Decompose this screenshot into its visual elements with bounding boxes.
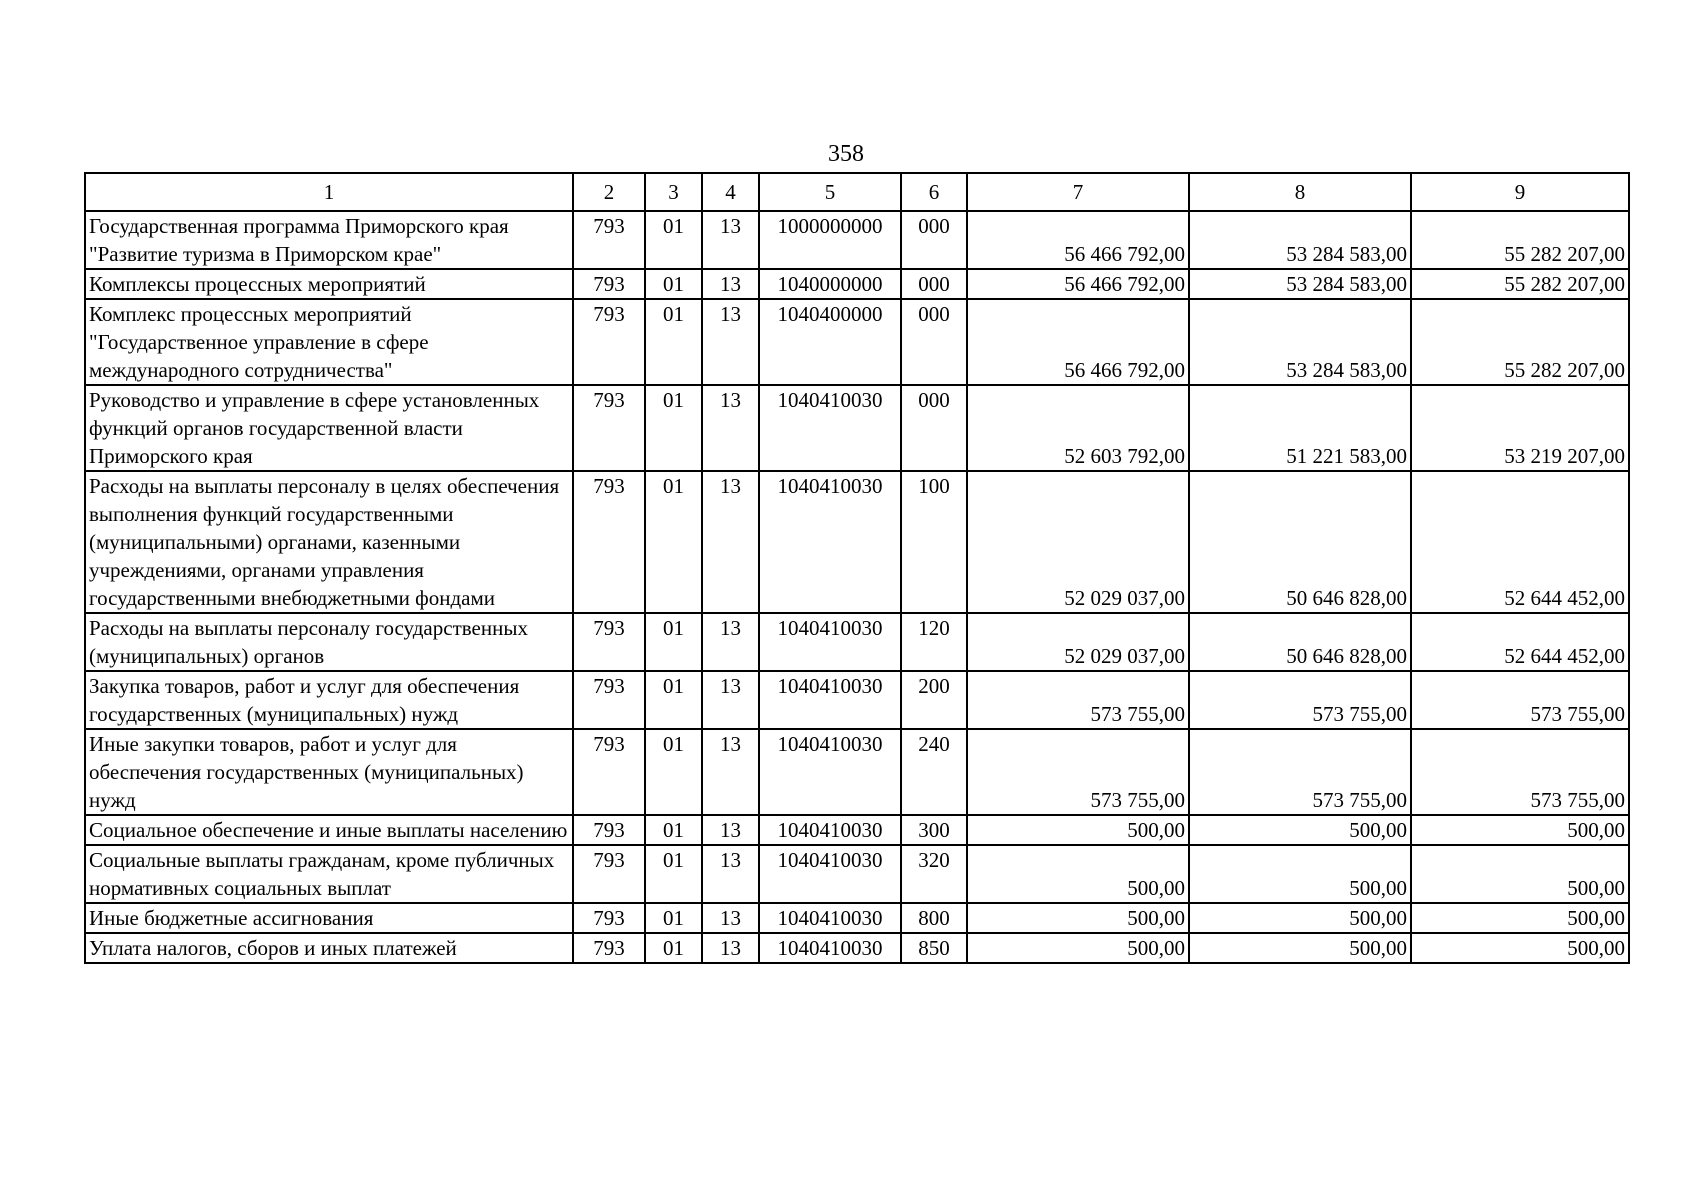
cell-ministry-code: 793 — [573, 933, 645, 963]
row-name: Социальное обеспечение и иные выплаты населению — [85, 815, 573, 845]
cell-subsection-code: 13 — [702, 671, 759, 729]
cell-amount-9: 52 644 452,00 — [1411, 471, 1629, 613]
cell-amount-8: 51 221 583,00 — [1189, 385, 1411, 471]
row-name: Расходы на выплаты персоналу государственных (муниципальных) органов — [85, 613, 573, 671]
cell-expense-type: 320 — [901, 845, 967, 903]
table-row — [85, 933, 1629, 963]
table-row — [85, 211, 1629, 269]
cell-ministry-code: 793 — [573, 385, 645, 471]
cell-expense-type: 300 — [901, 815, 967, 845]
cell-expense-type: 200 — [901, 671, 967, 729]
table-row — [85, 385, 1629, 471]
cell-target-article: 1040410030 — [759, 903, 901, 933]
cell-section-code: 01 — [645, 269, 702, 299]
cell-ministry-code: 793 — [573, 471, 645, 613]
cell-section-code: 01 — [645, 845, 702, 903]
cell-amount-9: 573 755,00 — [1411, 729, 1629, 815]
cell-subsection-code: 13 — [702, 211, 759, 269]
cell-target-article: 1040000000 — [759, 269, 901, 299]
cell-section-code: 01 — [645, 299, 702, 385]
cell-amount-9: 500,00 — [1411, 933, 1629, 963]
cell-amount-9: 52 644 452,00 — [1411, 613, 1629, 671]
cell-subsection-code: 13 — [702, 613, 759, 671]
cell-amount-7: 573 755,00 — [967, 729, 1189, 815]
cell-amount-7: 56 466 792,00 — [967, 299, 1189, 385]
cell-ministry-code: 793 — [573, 845, 645, 903]
cell-target-article: 1040410030 — [759, 845, 901, 903]
cell-amount-9: 500,00 — [1411, 845, 1629, 903]
cell-amount-8: 53 284 583,00 — [1189, 299, 1411, 385]
cell-amount-9: 53 219 207,00 — [1411, 385, 1629, 471]
column-header: 6 — [901, 173, 967, 211]
table-row — [85, 471, 1629, 613]
cell-expense-type: 100 — [901, 471, 967, 613]
column-header: 8 — [1189, 173, 1411, 211]
cell-amount-8: 500,00 — [1189, 903, 1411, 933]
cell-amount-9: 55 282 207,00 — [1411, 211, 1629, 269]
cell-amount-9: 500,00 — [1411, 815, 1629, 845]
cell-amount-7: 52 603 792,00 — [967, 385, 1189, 471]
row-name: Уплата налогов, сборов и иных платежей — [85, 933, 573, 963]
row-name: Закупка товаров, работ и услуг для обеспечения государственных (муниципальных) нужд — [85, 671, 573, 729]
cell-amount-7: 500,00 — [967, 933, 1189, 963]
cell-ministry-code: 793 — [573, 299, 645, 385]
cell-expense-type: 000 — [901, 299, 967, 385]
cell-subsection-code: 13 — [702, 903, 759, 933]
cell-amount-9: 55 282 207,00 — [1411, 269, 1629, 299]
row-name: Иные закупки товаров, работ и услуг для обеспечения государственных (муниципальных) нужд — [85, 729, 573, 815]
cell-target-article: 1040410030 — [759, 933, 901, 963]
table-row — [85, 729, 1629, 815]
column-header: 3 — [645, 173, 702, 211]
cell-target-article: 1040410030 — [759, 613, 901, 671]
cell-amount-9: 55 282 207,00 — [1411, 299, 1629, 385]
table-row — [85, 671, 1629, 729]
cell-expense-type: 000 — [901, 211, 967, 269]
header-row — [85, 173, 1629, 211]
cell-section-code: 01 — [645, 903, 702, 933]
cell-amount-7: 56 466 792,00 — [967, 269, 1189, 299]
cell-subsection-code: 13 — [702, 299, 759, 385]
cell-ministry-code: 793 — [573, 613, 645, 671]
cell-subsection-code: 13 — [702, 269, 759, 299]
cell-target-article: 1040410030 — [759, 729, 901, 815]
cell-expense-type: 000 — [901, 269, 967, 299]
cell-amount-7: 500,00 — [967, 903, 1189, 933]
cell-ministry-code: 793 — [573, 729, 645, 815]
cell-ministry-code: 793 — [573, 903, 645, 933]
column-header: 7 — [967, 173, 1189, 211]
column-header: 4 — [702, 173, 759, 211]
column-header: 2 — [573, 173, 645, 211]
cell-section-code: 01 — [645, 815, 702, 845]
row-name: Расходы на выплаты персоналу в целях обеспечения выполнения функций государственными (муниципальными) органами, казенными учреждениями, органами управления государственными внебюджетными фондами — [85, 471, 573, 613]
cell-subsection-code: 13 — [702, 845, 759, 903]
cell-amount-7: 56 466 792,00 — [967, 211, 1189, 269]
budget-table — [84, 172, 1630, 964]
cell-ministry-code: 793 — [573, 815, 645, 845]
table-row — [85, 299, 1629, 385]
cell-amount-8: 53 284 583,00 — [1189, 269, 1411, 299]
cell-section-code: 01 — [645, 385, 702, 471]
cell-amount-9: 500,00 — [1411, 903, 1629, 933]
row-name: Комплексы процессных мероприятий — [85, 269, 573, 299]
cell-target-article: 1040400000 — [759, 299, 901, 385]
table-row — [85, 269, 1629, 299]
column-header: 1 — [85, 173, 573, 211]
cell-ministry-code: 793 — [573, 211, 645, 269]
row-name: Комплекс процессных мероприятий "Государственное управление в сфере международного сотрудничества" — [85, 299, 573, 385]
cell-amount-8: 50 646 828,00 — [1189, 471, 1411, 613]
cell-amount-8: 573 755,00 — [1189, 671, 1411, 729]
cell-subsection-code: 13 — [702, 471, 759, 613]
cell-target-article: 1040410030 — [759, 471, 901, 613]
cell-target-article: 1000000000 — [759, 211, 901, 269]
cell-section-code: 01 — [645, 471, 702, 613]
cell-section-code: 01 — [645, 671, 702, 729]
cell-ministry-code: 793 — [573, 269, 645, 299]
cell-amount-7: 52 029 037,00 — [967, 471, 1189, 613]
table-row — [85, 613, 1629, 671]
cell-expense-type: 850 — [901, 933, 967, 963]
cell-amount-8: 500,00 — [1189, 815, 1411, 845]
cell-expense-type: 120 — [901, 613, 967, 671]
cell-subsection-code: 13 — [702, 815, 759, 845]
cell-section-code: 01 — [645, 933, 702, 963]
cell-target-article: 1040410030 — [759, 815, 901, 845]
cell-amount-7: 573 755,00 — [967, 671, 1189, 729]
cell-section-code: 01 — [645, 729, 702, 815]
cell-subsection-code: 13 — [702, 729, 759, 815]
table-row — [85, 815, 1629, 845]
cell-amount-8: 500,00 — [1189, 933, 1411, 963]
column-header: 9 — [1411, 173, 1629, 211]
cell-amount-7: 500,00 — [967, 815, 1189, 845]
cell-amount-8: 50 646 828,00 — [1189, 613, 1411, 671]
table-row — [85, 845, 1629, 903]
cell-amount-9: 573 755,00 — [1411, 671, 1629, 729]
row-name: Руководство и управление в сфере установленных функций органов государственной власти Приморского края — [85, 385, 573, 471]
cell-amount-8: 500,00 — [1189, 845, 1411, 903]
cell-expense-type: 800 — [901, 903, 967, 933]
row-name: Иные бюджетные ассигнования — [85, 903, 573, 933]
cell-section-code: 01 — [645, 211, 702, 269]
cell-subsection-code: 13 — [702, 385, 759, 471]
cell-subsection-code: 13 — [702, 933, 759, 963]
cell-ministry-code: 793 — [573, 671, 645, 729]
cell-target-article: 1040410030 — [759, 385, 901, 471]
cell-amount-7: 500,00 — [967, 845, 1189, 903]
cell-amount-7: 52 029 037,00 — [967, 613, 1189, 671]
cell-amount-8: 573 755,00 — [1189, 729, 1411, 815]
cell-section-code: 01 — [645, 613, 702, 671]
cell-expense-type: 240 — [901, 729, 967, 815]
cell-expense-type: 000 — [901, 385, 967, 471]
page-number: 358 — [828, 141, 864, 167]
row-name: Социальные выплаты гражданам, кроме публичных нормативных социальных выплат — [85, 845, 573, 903]
table-row — [85, 903, 1629, 933]
cell-amount-8: 53 284 583,00 — [1189, 211, 1411, 269]
cell-target-article: 1040410030 — [759, 671, 901, 729]
column-header: 5 — [759, 173, 901, 211]
row-name: Государственная программа Приморского края "Развитие туризма в Приморском крае" — [85, 211, 573, 269]
